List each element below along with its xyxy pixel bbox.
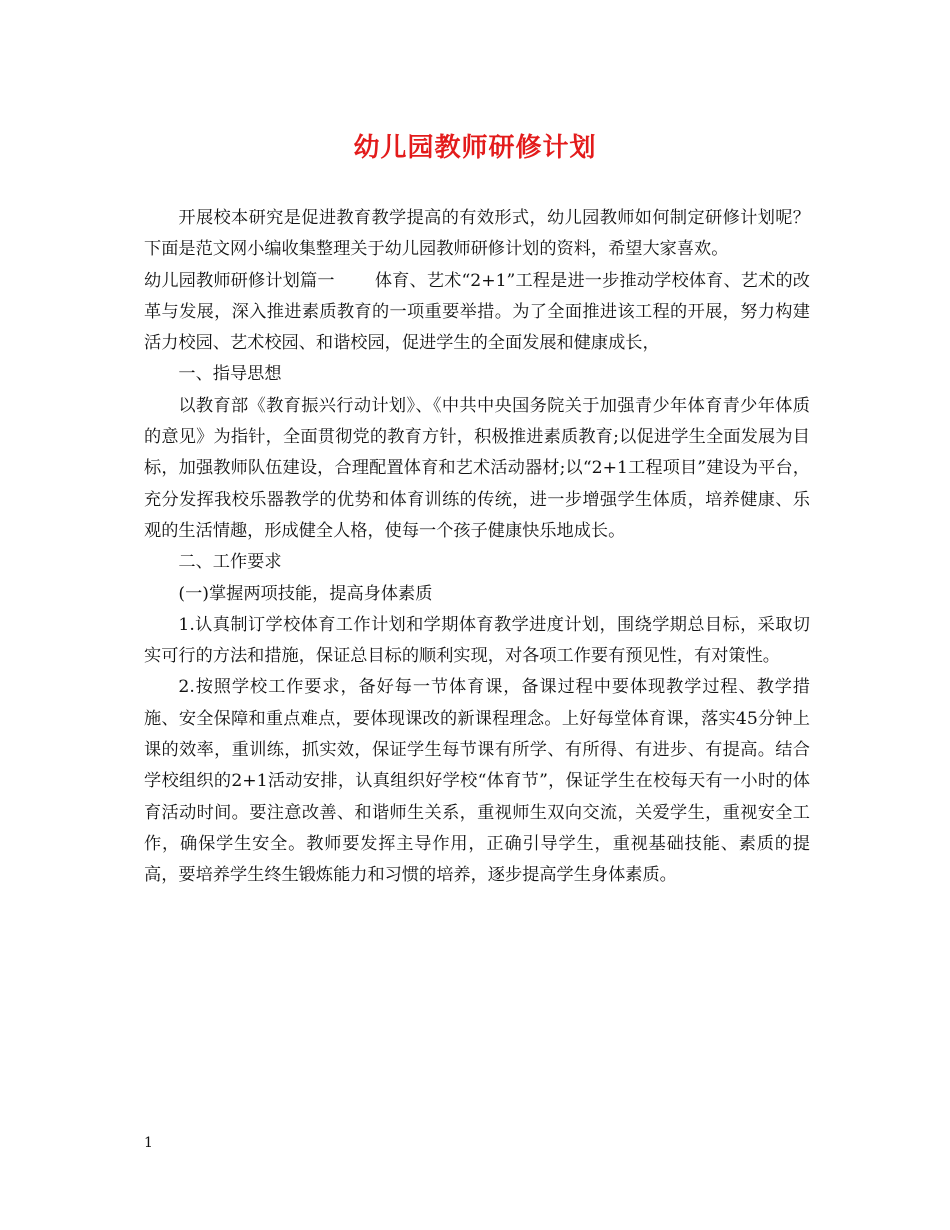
- page-title: 幼儿园教师研修计划: [353, 133, 597, 163]
- section-heading-requirements: 二、工作要求: [178, 552, 282, 573]
- article-lead-text: 体育、艺术“2+1”工程是进一步推动学校体育、艺术的改革与发展，深入推进素质教育的一项重要举措。为了全面推进该工程的开展，努力构建活力校园、艺术校园、和谐校园，促进学生的全面发展和健康成长，: [144, 270, 810, 354]
- list-item: 2.按照学校工作要求，备好每一节体育课，备课过程中要体现教学过程、教学措施、安全保障和重点难点，要体现课改的新课程理念。上好每堂体育课，落实45分钟上课的效率，重训练，抓实效，保证学生每节课有所学、有所得、有进步、有提高。结合学校组织的2+1活动安排，认真组织好学校“体育节”，保证学生在校每天有一小时的体育活动时间。要注意改善、和谐师生关系，重视师生双向交流，关爱学生，重视安全工作，确保学生安全。教师要发挥主导作用，正确引导学生，重视基础技能、素质的提高，要培养学生终生锻炼能力和习惯的培养，逐步提高学生身体素质。: [144, 677, 810, 886]
- article-lead-paragraph: [144, 266, 810, 360]
- guiding-paragraph: 以教育部《教育振兴行动计划》、《中共中央国务院关于加强青少年体育青少年体质的意见》为指针，全面贯彻党的教育方针，积极推进素质教育;以促进学生全面发展为目标，加强教师队伍建设，合理配置体育和艺术活动器材;以“2+1工程项目”建设为平台，充分发挥我校乐器教学的优势和体育训练的传统，进一步增强学生体质，培养健康、乐观的生活情趣，形成健全人格，使每一个孩子健康快乐地成长。: [144, 395, 810, 541]
- document-body: [144, 203, 810, 892]
- sub-heading-skills: (一)掌握两项技能，提高身体素质: [178, 583, 433, 604]
- section-heading-guiding: 一、指导思想: [178, 364, 282, 385]
- list-item: 1.认真制订学校体育工作计划和学期体育教学进度计划，围绕学期总目标，采取切实可行的方法和措施，保证总目标的顺利实现，对各项工作要有预见性，有对策性。: [144, 614, 810, 667]
- article-label: 幼儿园教师研修计划篇一: [144, 270, 335, 291]
- intro-paragraph: 开展校本研究是促进教育教学提高的有效形式，幼儿园教师如何制定研修计划呢？下面是范文网小编收集整理关于幼儿园教师研修计划的资料，希望大家喜欢。: [144, 208, 810, 260]
- page-number: 1: [144, 1135, 153, 1151]
